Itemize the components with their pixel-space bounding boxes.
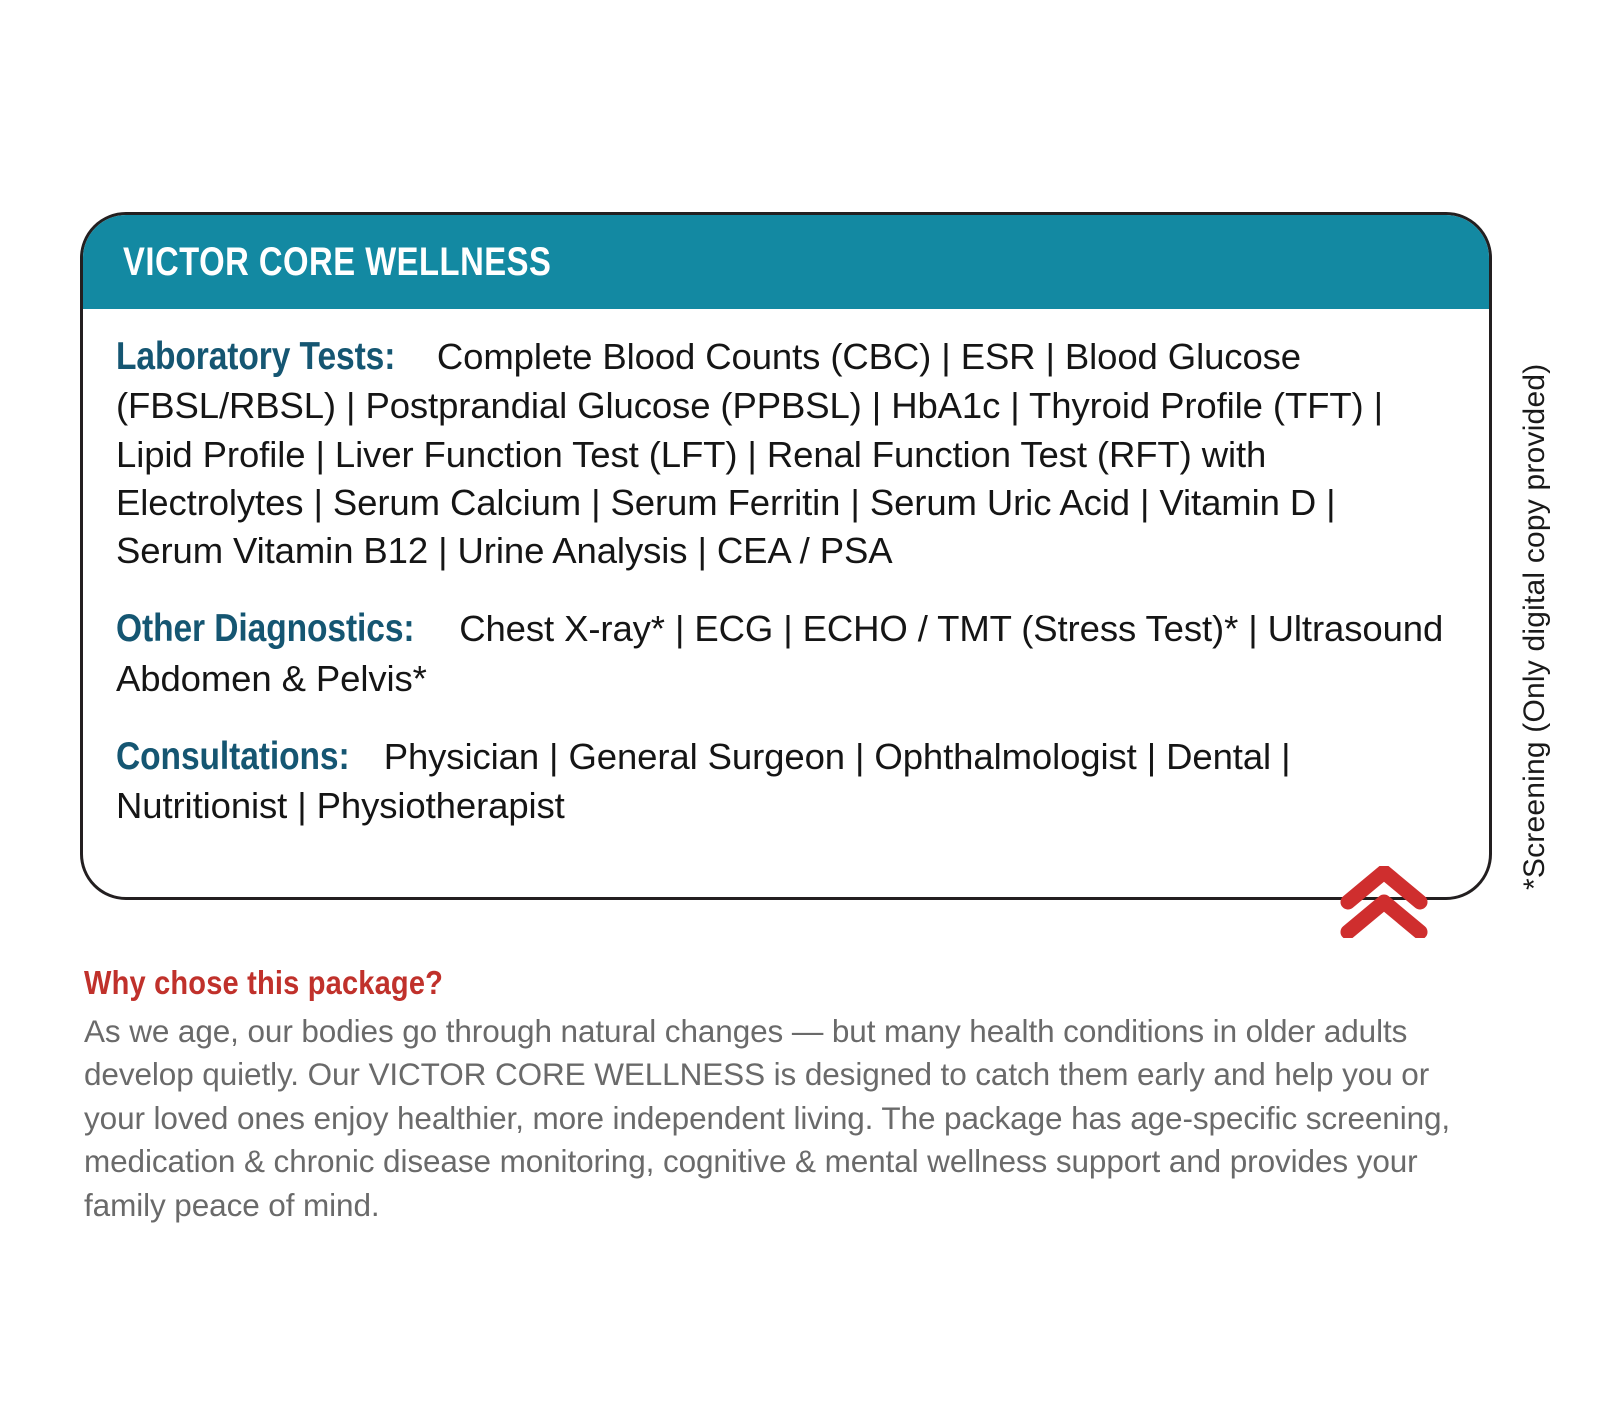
screening-footnote-rotated	[1512, 330, 1552, 890]
section-label-laboratory-tests: Laboratory Tests:	[116, 335, 396, 378]
section-laboratory-tests	[116, 331, 1449, 575]
section-label-consultations: Consultations:	[116, 734, 350, 778]
section-other-diagnostics	[116, 603, 1449, 703]
section-label-other-diagnostics: Other Diagnostics:	[116, 607, 415, 651]
why-section-body: As we age, our bodies go through natural changes — but many health conditions in older adults develop quietly. Our VICTOR CORE WELLNESS is designed to catch them early and help you or your loved ones enjoy healthier, more independent living. The package has age-specific screening, medication & chronic disease monitoring, cognitive & mental wellness support and provides your family peace of mind.	[84, 1013, 1451, 1223]
section-consultations	[116, 731, 1449, 831]
package-title: VICTOR CORE WELLNESS	[123, 239, 552, 284]
section-text-consultations: Physician | General Surgeon | Ophthalmologist | Dental | Nutritionist | Physiotherapist	[116, 735, 1291, 827]
package-card-wrapper	[80, 212, 1492, 900]
why-section-title: Why chose this package?	[84, 964, 444, 1001]
section-text-other-diagnostics: Chest X-ray* | ECG | ECHO / TMT (Stress Test)* | Ultrasound Abdomen & Pelvis*	[116, 608, 1444, 699]
why-section	[84, 964, 1504, 1227]
screening-footnote-text: *Screening (Only digital copy provided)	[1518, 363, 1551, 890]
card-header	[83, 215, 1489, 309]
double-chevron-up-icon	[1340, 866, 1428, 938]
section-text-laboratory-tests: Complete Blood Counts (CBC) | ESR | Blood Glucose (FBSL/RBSL) | Postprandial Glucose (PPBSL) | HbA1c | Thyroid Profile (TFT) | Lipid Profile | Liver Function Test (LFT) | Renal Function Test (RFT) with Electrolytes | Serum Calcium | Serum Ferritin | Serum Uric Acid | Vitamin D | Serum Vitamin B12 | Urine Analysis | CEA / PSA	[116, 336, 1384, 571]
package-card	[80, 212, 1492, 900]
card-body	[83, 309, 1489, 830]
double-chevron-up-svg	[1340, 866, 1428, 938]
